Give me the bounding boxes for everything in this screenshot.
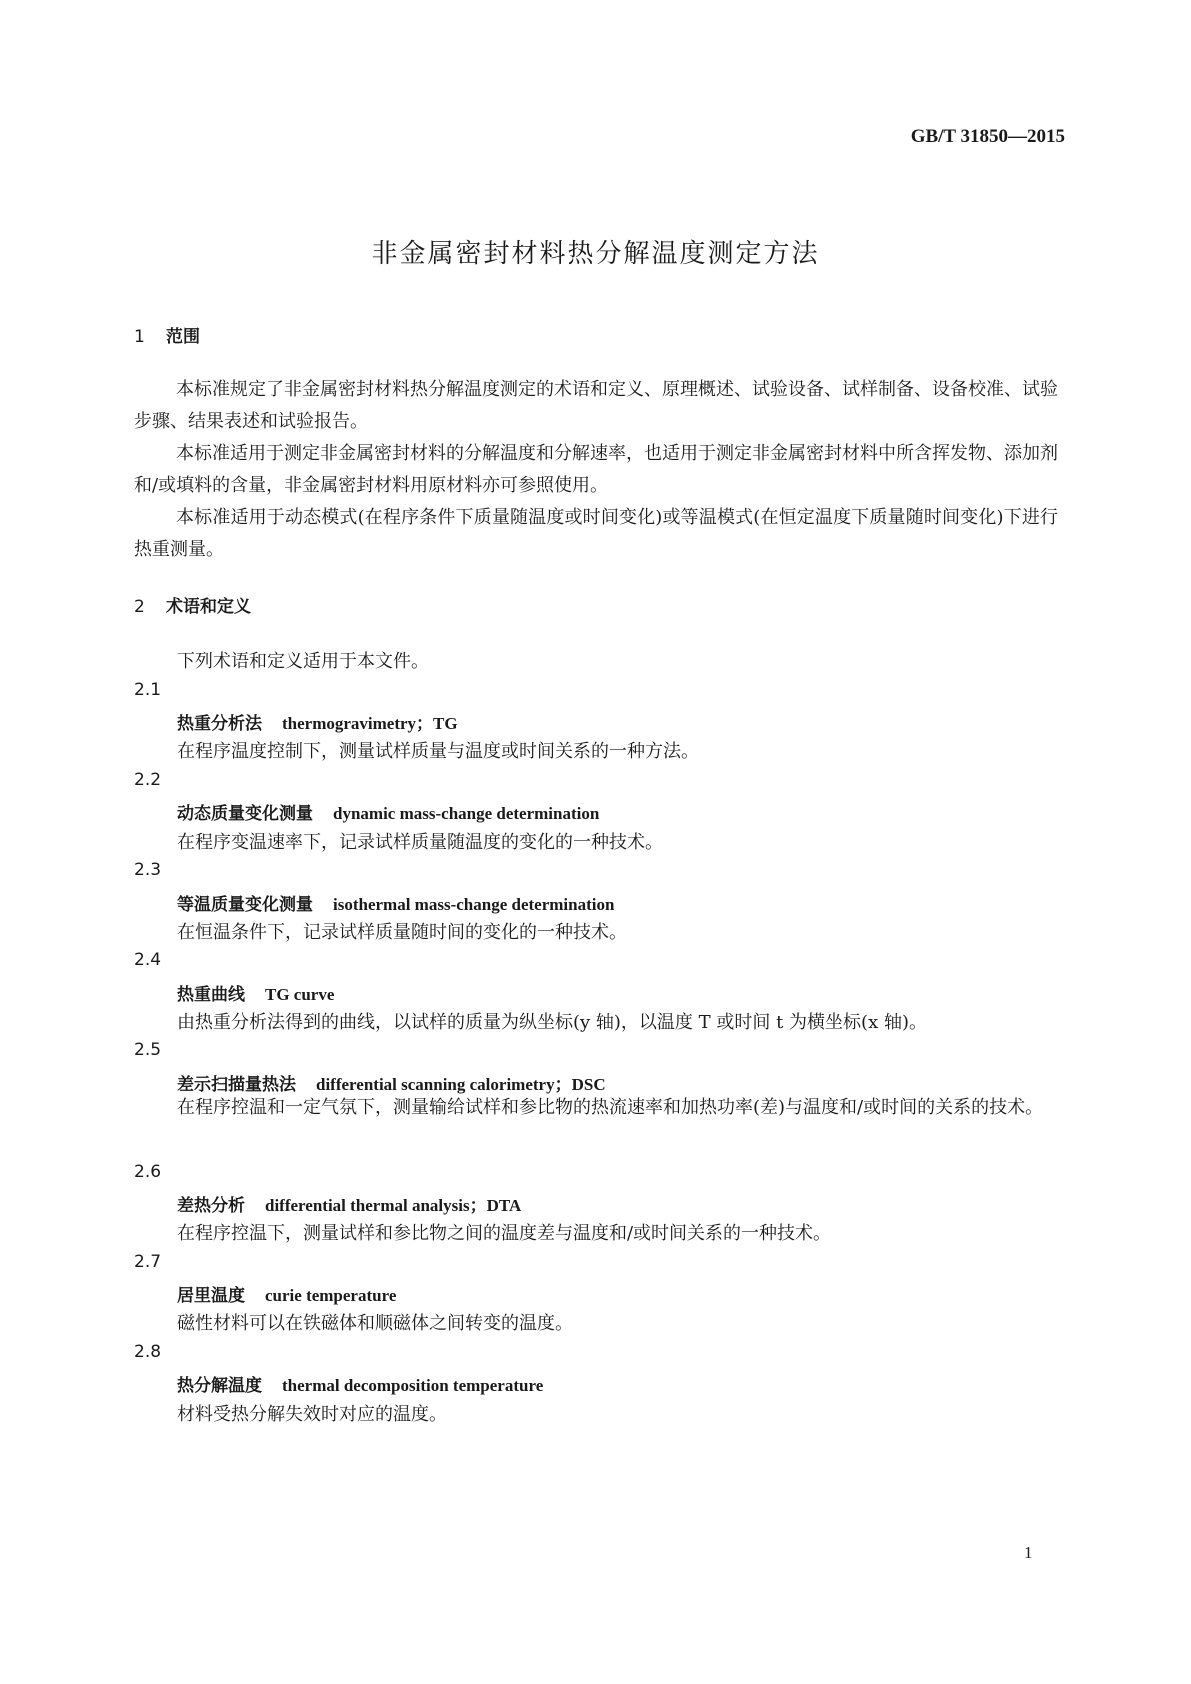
- term-number: 2.4: [134, 950, 162, 970]
- section-2-title: 术语和定义: [166, 597, 251, 617]
- term-heading: [177, 980, 334, 1005]
- document-title: 非金属密封材料热分解温度测定方法: [371, 239, 820, 269]
- term-zh: 热分解温度: [177, 1376, 262, 1396]
- terms-intro: 下列术语和定义适用于本文件。: [177, 651, 429, 672]
- term-number: 2.6: [134, 1162, 162, 1182]
- term-number: 2.2: [134, 770, 162, 790]
- term-definition: 磁性材料可以在铁磁体和顺磁体之间转变的温度。: [177, 1313, 573, 1334]
- term-en: thermogravimetry；TG: [282, 714, 458, 733]
- term-definition: 在程序变温速率下，记录试样质量随温度的变化的一种技术。: [177, 832, 663, 853]
- scope-paragraph-2: 本标准适用于测定非金属密封材料的分解温度和分解速率，也适用于测定非金属密封材料中所含挥发物、添加剂和/或填料的含量，非金属密封材料用原材料亦可参照使用。: [134, 443, 1058, 496]
- term-number: 2.3: [134, 860, 162, 880]
- term-definition: 在程序控温下，测量试样和参比物之间的温度差与温度和/或时间关系的一种技术。: [177, 1223, 832, 1244]
- term-en: TG curve: [265, 985, 335, 1004]
- term-definition: 在恒温条件下，记录试样质量随时间的变化的一种技术。: [177, 922, 627, 943]
- term-zh: 差示扫描量热法: [177, 1075, 296, 1095]
- term-zh: 热重曲线: [177, 985, 245, 1005]
- term-zh: 居里温度: [177, 1286, 245, 1306]
- term-number: 2.8: [134, 1342, 162, 1362]
- term-heading: [177, 1281, 396, 1306]
- term-en: thermal decomposition temperature: [282, 1376, 544, 1395]
- section-2-heading: [134, 592, 251, 617]
- term-number: 2.5: [134, 1040, 162, 1060]
- term-number: 2.7: [134, 1252, 162, 1272]
- term-heading: [177, 799, 599, 824]
- term-heading: [177, 890, 614, 915]
- term-zh: 等温质量变化测量: [177, 895, 313, 915]
- term-en: isothermal mass-change determination: [333, 895, 615, 914]
- term-definition: 由热重分析法得到的曲线，以试样的质量为纵坐标(y 轴)，以温度 T 或时间 t 为横坐标(x 轴)。: [177, 1012, 927, 1033]
- term-heading: [177, 1371, 543, 1396]
- scope-paragraph-1: 本标准规定了非金属密封材料热分解温度测定的术语和定义、原理概述、试验设备、试样制备、设备校准、试验步骤、结果表述和试验报告。: [134, 379, 1058, 432]
- term-zh: 热重分析法: [177, 714, 262, 734]
- standard-number: GB/T 31850—2015: [910, 126, 1065, 147]
- scope-paragraph-3: 本标准适用于动态模式(在程序条件下质量随温度或时间变化)或等温模式(在恒定温度下质量随时间变化)下进行热重测量。: [134, 507, 1058, 560]
- term-definition: 在程序温度控制下，测量试样质量与温度或时间关系的一种方法。: [177, 741, 699, 762]
- term-definition: 材料受热分解失效时对应的温度。: [177, 1404, 447, 1425]
- term-en: differential thermal analysis；DTA: [265, 1196, 522, 1215]
- term-heading: [177, 709, 458, 734]
- term-heading: [177, 1191, 521, 1216]
- term-definition: 在程序控温和一定气氛下，测量输给试样和参比物的热流速率和加热功率(差)与温度和/或时间的关系的技术。: [177, 1097, 1044, 1118]
- section-1-heading: [134, 322, 200, 347]
- page-number: 1: [1024, 1543, 1033, 1562]
- section-2-number: 2: [134, 597, 145, 617]
- section-1-title: 范围: [166, 327, 200, 347]
- term-en: dynamic mass-change determination: [333, 804, 600, 823]
- term-en: differential scanning calorimetry；DSC: [316, 1075, 606, 1094]
- term-en: curie temperature: [265, 1286, 397, 1305]
- term-number: 2.1: [134, 680, 162, 700]
- section-1-number: 1: [134, 327, 145, 347]
- term-zh: 差热分析: [177, 1196, 245, 1216]
- term-zh: 动态质量变化测量: [177, 804, 313, 824]
